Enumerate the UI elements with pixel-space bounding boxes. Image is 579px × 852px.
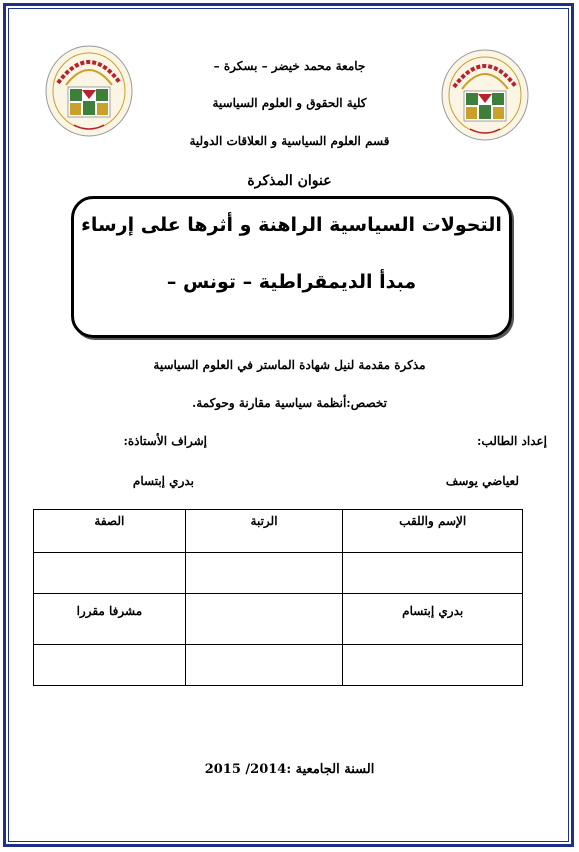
header-rank: الرتبة	[185, 510, 343, 553]
table-cell: مشرفا مقررا	[34, 594, 186, 645]
supervisor-label: إشراف الأستاذة:	[123, 434, 207, 448]
table-header-row	[34, 510, 523, 553]
thesis-title-line-2: مبدأ الديمقراطية – تونس –	[166, 271, 417, 293]
academic-year: السنة الجامعية :2014/ 2015	[204, 762, 375, 777]
committee-table	[33, 509, 523, 686]
thesis-title-line-1: التحولات السياسية الراهنة و أثرها على إرساء	[81, 214, 502, 236]
header-role: الصفة	[34, 510, 186, 553]
student-name: لعياضي يوسف	[445, 474, 519, 488]
thesis-title-box	[71, 196, 512, 338]
supervisor-name: بدري إبتسام	[132, 474, 194, 488]
degree-note: مذكرة مقدمة لنيل شهادة الماستر في العلوم السياسية	[153, 358, 426, 372]
prepared-by-label: إعداد الطالب:	[476, 434, 547, 448]
table-cell	[185, 553, 343, 594]
table-cell	[343, 645, 523, 686]
table-cell	[34, 645, 186, 686]
department-name: قسم العلوم السياسية و العلاقات الدولية	[189, 134, 390, 148]
table-cell: بدري إبتسام	[343, 594, 523, 645]
table-row	[34, 594, 523, 645]
table-cell	[185, 645, 343, 686]
university-logo-left	[44, 43, 134, 138]
university-name: جامعة محمد خيضر – بسكرة –	[213, 59, 366, 73]
specialization: تخصص:أنظمة سياسية مقارنة وحوكمة.	[192, 396, 387, 410]
table-cell	[185, 594, 343, 645]
table-cell	[343, 553, 523, 594]
thesis-title-label: عنوان المذكرة	[247, 173, 332, 189]
table-cell	[34, 553, 186, 594]
faculty-name: كلية الحقوق و العلوم السياسية	[212, 96, 367, 110]
table-row	[34, 645, 523, 686]
table-row	[34, 553, 523, 594]
university-logo-left-emblem	[44, 43, 134, 138]
header-name: الإسم واللقب	[343, 510, 523, 553]
